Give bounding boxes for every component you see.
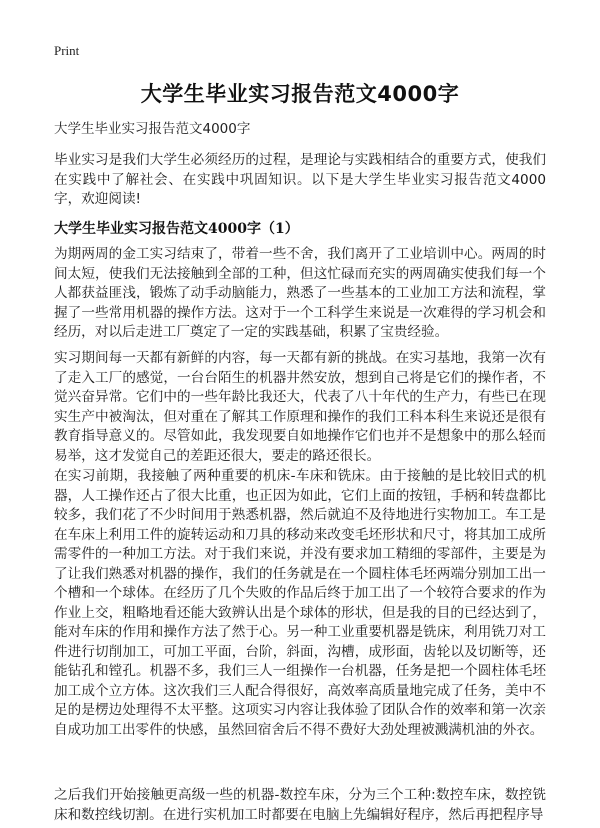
section-heading: 大学生毕业实习报告范文4000字（1） — [54, 221, 299, 237]
body-paragraph-3: 在实习前期，我接触了两种重要的机床-车床和铣床。由于接触的是比较旧式的机器，人工操作还占了很大比重，也正因为如此，它们上面的按钮，手柄和转盘都比较多，我们花了不少时间用于熟悉机器，然后就迫不及待地进行实物加工。车工是在车床上利用工件的旋转运动和刀具的移动来改变毛坯形状和尺寸，将其加工成所需零件的一种加工方法。对于我们来说，并没有要求加工精细的零部件，主要是为了让我们熟悉对机器的操作，我们的任务就是在一个圆柱体毛坯两端分别加工出一个槽和一个球体。在经历了几个失败的作品后终于加工出了一个较符合要求的作为作业上交，粗略地看还能大致辨认出是个球体的形状，但是我的目的已经达到了，能对车床的作用和操作方法了然于心。另一种工业重要机器是铣床，利用铣刀对工件进行切削加工，可加工平面，台阶，斜面，沟槽，成形面，齿轮以及切断等，还能钻孔和镗孔。机器不多，我们三人一组操作一台机器，任务是把一个圆柱体毛坯加工成个立方体。这次我们三人配合得很好，高效率高质量地完成了任务，美中不足的是楞边处理得不太平整。这项实习内容让我体验了团队合作的效率和第一次亲自成功加工出零件的快感，虽然回宿舍后不得不费好大劲处理被溅满机油的外衣。 — [54, 468, 546, 738]
body-paragraph-1: 为期两周的金工实习结束了，带着一些不舍，我们离开了工业培训中心。两周的时间太短，使我们无法接触到全部的工种，但这忙碌而充实的两周确实使我们每一个人都获益匪浅，锻炼了动手动脑能力，熟悉了一些基本的工业加工方法和流程，掌握了一些常用机器的操作方法。这对于一个工科学生来说是一次难得的学习机会和经历，对以后走进工厂奠定了一定的实践基础，积累了宝贵经验。 — [54, 246, 546, 340]
page-title: 大学生毕业实习报告范文4000字 — [140, 82, 460, 106]
page-subtitle: 大学生毕业实习报告范文4000字 — [54, 121, 251, 137]
body-paragraph-2: 实习期间每一天都有新鲜的内容，每一天都有新的挑战。在实习基地，我第一次有了走入工厂的感觉，一台台陌生的机器井然安放，想到自己将是它们的操作者，不觉兴奋异常。它们中的一些年龄比我还大，代表了八十年代的生产力，有些已在现实生产中被淘汰，但对重在了解其工作原理和操作的我们工科本科生来说还是很有教育指导意义的。尽管如此，我发现要自如地操作它们也并不是想象中的那么轻而易举，这才发觉自己的差距还很大，要走的路还很长。 — [54, 350, 546, 464]
body-paragraph-4: 之后我们开始接触更高级一些的机器-数控车床，分为三个工种:数控车床，数控铣床和数控线切割。在进行实机加工时都要在电脑上先编辑好程序，然后再把程序导 — [54, 787, 546, 823]
intro-paragraph: 毕业实习是我们大学生必须经历的过程，是理论与实践相结合的重要方式，使我们在实践中了解社会、在实践中巩固知识。以下是大学生毕业实习报告范文4000字，欢迎阅读! — [54, 152, 546, 207]
print-link[interactable]: Print — [54, 43, 80, 58]
